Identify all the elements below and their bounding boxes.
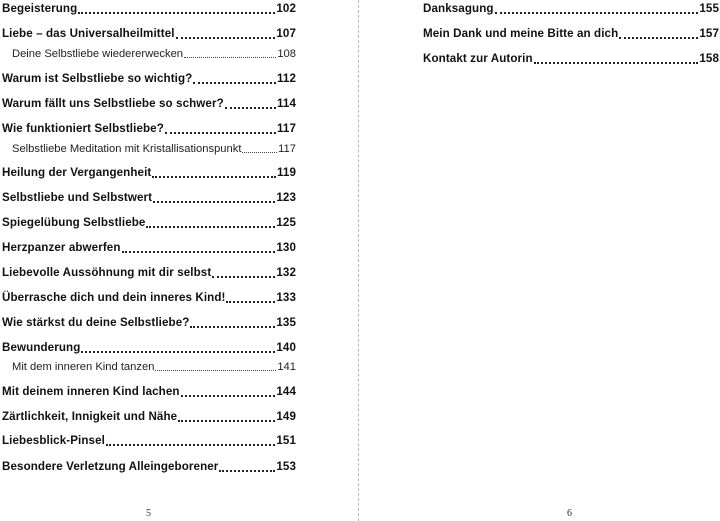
toc-entry-title: Wie funktioniert Selbstliebe? (2, 122, 164, 135)
toc-entry-title: Warum ist Selbstliebe so wichtig? (2, 72, 193, 85)
toc-entry (423, 25, 719, 41)
right-page-number: 6 (567, 508, 572, 519)
toc-entry-title: Wie stärkst du deine Selbstliebe? (2, 316, 190, 329)
dot-leader (212, 274, 275, 278)
toc-entry-page: 125 (276, 216, 296, 229)
toc-entry-page: 132 (276, 266, 296, 279)
toc-entry-title: Mit deinem inneren Kind lachen (2, 385, 180, 398)
dot-leader (78, 10, 275, 14)
toc-entry (423, 0, 719, 16)
dot-leader (152, 174, 276, 178)
dot-leader (226, 299, 275, 303)
right-page (362, 0, 720, 521)
dot-leader (184, 56, 276, 58)
toc-subentry (12, 358, 296, 374)
toc-entry (2, 189, 296, 205)
dot-leader (242, 151, 277, 153)
dot-leader (193, 80, 276, 84)
toc-entry-title: Liebevolle Aussöhnung mit dir selbst (2, 266, 212, 279)
toc-entry-title: Überrasche dich und dein inneres Kind! (2, 291, 226, 304)
left-page (0, 0, 358, 521)
toc-subentry (12, 140, 296, 156)
toc-entry-title: Selbstliebe Meditation mit Kristallisationspunkt (12, 143, 242, 155)
toc-entry-page: 155 (699, 2, 719, 15)
toc-entry-page: 140 (276, 341, 296, 354)
toc-entry (2, 432, 296, 448)
dot-leader (153, 199, 275, 203)
toc-entry-title: Kontakt zur Autorin (423, 52, 533, 65)
toc-entry-title: Herzpanzer abwerfen (2, 241, 121, 254)
toc-entry-page: 112 (276, 72, 296, 85)
toc-entry (423, 50, 719, 66)
toc-entry-title: Liebesblick-Pinsel (2, 434, 105, 447)
toc-entry (2, 264, 296, 280)
dot-leader (81, 349, 275, 353)
toc-entry (2, 95, 296, 111)
toc-entry-title: Warum fällt uns Selbstliebe so schwer? (2, 97, 224, 110)
toc-entry-title: Mein Dank und meine Bitte an dich (423, 27, 619, 40)
toc-entry-page: 130 (276, 241, 296, 254)
toc-entry (2, 339, 296, 355)
dot-leader (181, 393, 276, 397)
toc-entry-page: 157 (699, 27, 719, 40)
toc-entry-page: 102 (276, 2, 296, 15)
toc-entry (2, 314, 296, 330)
toc-entry-page: 144 (276, 385, 296, 398)
dot-leader (619, 35, 698, 39)
dot-leader (122, 249, 276, 253)
dot-leader (225, 105, 276, 109)
toc-entry-page: 153 (276, 460, 296, 473)
toc-entry (2, 239, 296, 255)
toc-entry (2, 408, 296, 424)
toc-entry-page: 117 (276, 122, 296, 135)
toc-entry (2, 70, 296, 86)
dot-leader (534, 60, 699, 64)
dot-leader (178, 418, 275, 422)
toc-entry (2, 383, 296, 399)
toc-entry-page: 141 (277, 361, 296, 373)
page-divider (358, 0, 359, 521)
toc-entry-page: 108 (277, 48, 296, 60)
toc-entry-title: Danksagung (423, 2, 494, 15)
toc-entry-page: 151 (276, 434, 296, 447)
toc-entry (2, 289, 296, 305)
toc-entry-page: 117 (278, 143, 296, 155)
toc-entry (2, 164, 296, 180)
dot-leader (190, 324, 275, 328)
toc-entry (2, 0, 296, 16)
toc-entry-title: Spiegelübung Selbstliebe (2, 216, 146, 229)
toc-entry-page: 123 (276, 191, 296, 204)
toc-entry-title: Begeisterung (2, 2, 78, 15)
dot-leader (219, 468, 275, 472)
toc-entry-page: 158 (699, 52, 719, 65)
toc-entry (2, 25, 296, 41)
toc-entry-title: Heilung der Vergangenheit (2, 166, 152, 179)
dot-leader (106, 442, 275, 446)
toc-entry-title: Besondere Verletzung Alleingeborener (2, 460, 219, 473)
toc-entry (2, 458, 296, 474)
toc-entry-title: Bewunderung (2, 341, 81, 354)
left-page-number: 5 (146, 508, 151, 519)
dot-leader (176, 35, 276, 39)
toc-entry-title: Zärtlichkeit, Innigkeit und Nähe (2, 410, 178, 423)
toc-entry-title: Deine Selbstliebe wiedererwecken (12, 48, 184, 60)
toc-entry-title: Selbstliebe und Selbstwert (2, 191, 153, 204)
toc-entry (2, 214, 296, 230)
toc-entry-title: Liebe – das Universalheilmittel (2, 27, 175, 40)
dot-leader (165, 130, 276, 134)
toc-entry-page: 119 (276, 166, 296, 179)
toc-entry-page: 135 (276, 316, 296, 329)
dot-leader (146, 224, 275, 228)
toc-entry-page: 107 (276, 27, 296, 40)
toc-entry (2, 120, 296, 136)
toc-entry-page: 149 (276, 410, 296, 423)
toc-entry-page: 114 (276, 97, 296, 110)
dot-leader (495, 10, 699, 14)
dot-leader (155, 369, 276, 371)
toc-subentry (12, 45, 296, 61)
toc-entry-title: Mit dem inneren Kind tanzen (12, 361, 155, 373)
toc-entry-page: 133 (276, 291, 296, 304)
